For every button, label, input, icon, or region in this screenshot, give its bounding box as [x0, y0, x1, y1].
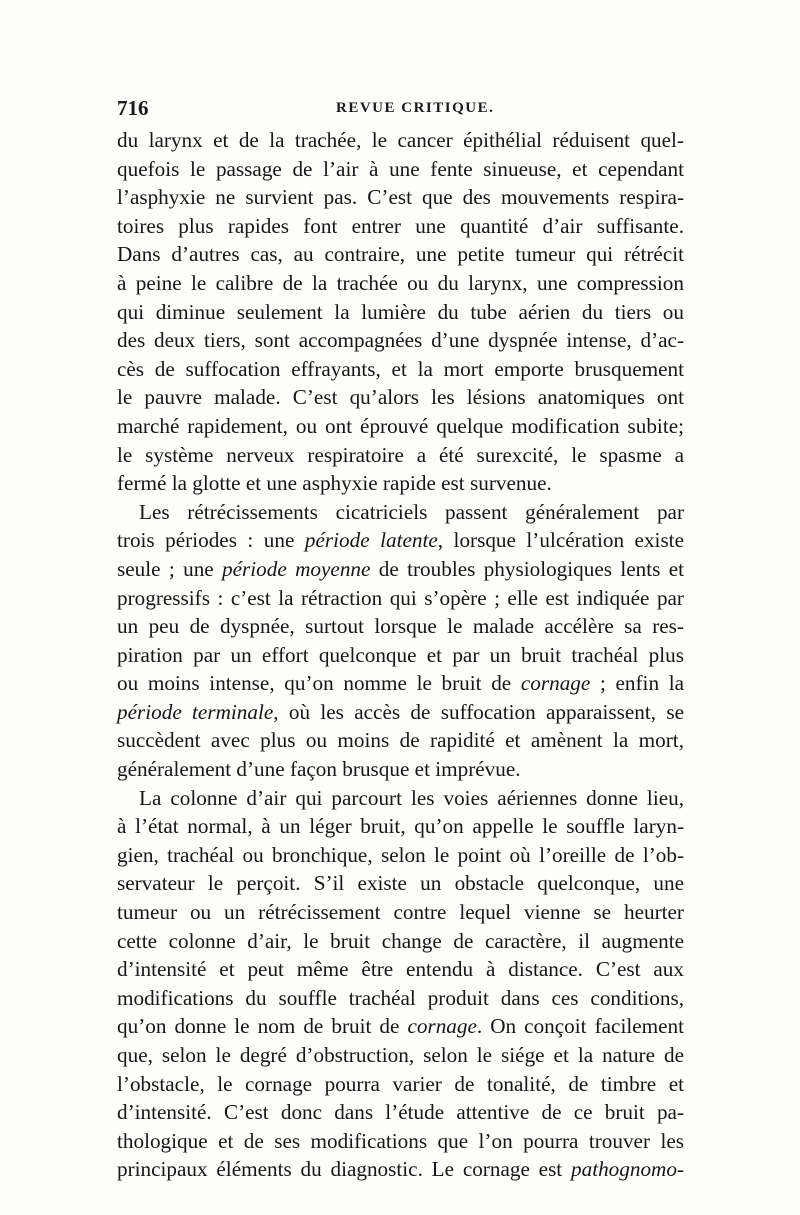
- text-segment: ; enfin la: [590, 671, 684, 696]
- text-segment: principaux éléments du diagnostic. Le cornage est: [117, 1157, 571, 1182]
- text-segment: , où les accès de suffocation apparaissent, se: [273, 699, 684, 724]
- text-line: [117, 126, 684, 155]
- text-line: [117, 1127, 684, 1156]
- text-segment: l’asphyxie ne survient pas. C’est que des mouvements respira-: [117, 185, 684, 210]
- text-segment: que, selon le degré d’obstruction, selon le siége et la nature de: [117, 1043, 684, 1067]
- text-line: [117, 726, 684, 755]
- text-segment: thologique et de ses modifications que l’on pourra trouver les: [117, 1128, 684, 1153]
- page-number: 716: [117, 96, 149, 120]
- text-segment: Dans d’autres cas, au contraire, une petite tumeur qui rétrécit: [117, 242, 684, 267]
- text-line: [117, 441, 684, 470]
- text-segment: qui diminue seulement la lumière du tube aérien du tiers ou: [117, 299, 684, 324]
- text-segment: cette colonne d’air, le bruit change de caractère, il augmente: [117, 928, 684, 953]
- text-segment: d’intensité et peut même être entendu à distance. C’est aux: [117, 957, 684, 982]
- italic-term: cornage: [407, 1014, 477, 1039]
- text-line: [117, 927, 684, 956]
- text-segment: . On conçoit facilement: [476, 1014, 684, 1039]
- text-segment: progressifs : c’est la rétraction qui s’opère ; elle est indiquée par: [117, 585, 684, 610]
- text-segment: des deux tiers, sont accompagnées d’une dyspnée intense, d’ac-: [117, 328, 684, 353]
- text-line: [117, 1012, 684, 1041]
- text-line: [117, 555, 684, 584]
- italic-term: période terminale: [117, 699, 274, 724]
- text-line: [117, 498, 684, 527]
- text-segment: d’intensité. C’est donc dans l’étude attentive de ce bruit pa-: [117, 1100, 684, 1125]
- text-segment: ou moins intense, qu’on nomme le bruit de: [117, 671, 521, 696]
- text-line: [117, 898, 684, 927]
- text-line: [117, 669, 684, 698]
- text-segment: l’obstacle, le cornage pourra varier de tonalité, de timbre et: [117, 1071, 684, 1096]
- text-segment: cès de suffocation effrayants, et la mort emporte brusquement: [117, 356, 684, 381]
- page-header: [117, 96, 684, 124]
- text-segment: servateur le perçoit. S’il existe un obstacle quelconque, une: [117, 871, 684, 896]
- text-segment: à peine le calibre de la trachée ou du larynx, une compression: [117, 270, 684, 295]
- text-line: [117, 355, 684, 384]
- text-segment: tumeur ou un rétrécissement contre lequel vienne se heurter: [117, 900, 684, 925]
- italic-term: période latente: [304, 528, 438, 553]
- running-head: REVUE CRITIQUE.: [336, 100, 495, 116]
- text-segment: Les rétrécissements cicatriciels passent généralement par: [139, 499, 684, 524]
- text-segment: seule ; une: [117, 556, 223, 581]
- text-line: [117, 584, 684, 613]
- text-line: [117, 698, 684, 727]
- text-segment: le système nerveux respiratoire a été surexcité, le spasme a: [117, 442, 684, 467]
- text-line: [117, 383, 684, 412]
- text-segment: piration par un effort quelconque et par un bruit trachéal plus: [117, 642, 684, 667]
- text-segment: trois périodes : une: [117, 528, 305, 553]
- text-line: [117, 1070, 684, 1099]
- text-segment: marché rapidement, ou ont éprouvé quelque modification subite;: [117, 413, 684, 438]
- text-line: [117, 298, 684, 327]
- text-segment: un peu de dyspnée, surtout lorsque le malade accélère sa res-: [117, 614, 684, 639]
- text-line: [117, 641, 684, 670]
- text-line: [117, 812, 684, 841]
- text-line: [117, 755, 684, 784]
- text-line: [117, 984, 684, 1013]
- text-segment: fermé la glotte et une asphyxie rapide est survenue.: [117, 471, 552, 496]
- text-segment: La colonne d’air qui parcourt les voies aériennes donne lieu,: [139, 785, 684, 810]
- text-segment: quefois le passage de l’air à une fente sinueuse, et cependant: [117, 156, 684, 181]
- text-line: [117, 784, 684, 813]
- text-segment: qu’on donne le nom de bruit de: [117, 1014, 408, 1039]
- italic-term: cornage: [520, 671, 591, 696]
- text-line: [117, 155, 684, 184]
- text-line: [117, 212, 684, 241]
- text-line: [117, 526, 684, 555]
- text-line: [117, 955, 684, 984]
- text-segment: modifications du souffle trachéal produit dans ces conditions,: [117, 985, 684, 1010]
- text-line: [117, 412, 684, 441]
- text-segment: , lorsque l’ulcération existe: [437, 528, 684, 553]
- text-line: [117, 1041, 684, 1070]
- text-segment: gien, trachéal ou bronchique, selon le point où l’oreille de l’ob-: [117, 842, 684, 867]
- text-line: [117, 240, 684, 269]
- text-line: [117, 469, 684, 498]
- text-segment: à l’état normal, à un léger bruit, qu’on appelle le souffle laryn-: [117, 814, 684, 839]
- text-segment: de troubles physiologiques lents et: [370, 556, 684, 581]
- text-segment: le pauvre malade. C’est qu’alors les lésions anatomiques ont: [117, 385, 684, 410]
- text-line: [117, 1155, 684, 1184]
- text-line: [117, 841, 684, 870]
- text-line: [117, 326, 684, 355]
- text-segment: du larynx et de la trachée, le cancer épithélial réduisent quel-: [117, 128, 684, 152]
- text-line: [117, 869, 684, 898]
- text-line: [117, 1098, 684, 1127]
- text-segment: succèdent avec plus ou moins de rapidité et amènent la mort,: [117, 728, 684, 753]
- italic-term: période moyenne: [222, 556, 371, 581]
- italic-term: pathognomo-: [571, 1157, 684, 1182]
- text-line: [117, 269, 684, 298]
- text-segment: généralement d’une façon brusque et imprévue.: [117, 757, 521, 782]
- body-text: [117, 126, 684, 1184]
- text-line: [117, 183, 684, 212]
- text-segment: toires plus rapides font entrer une quantité d’air suffisante.: [117, 213, 684, 238]
- text-line: [117, 612, 684, 641]
